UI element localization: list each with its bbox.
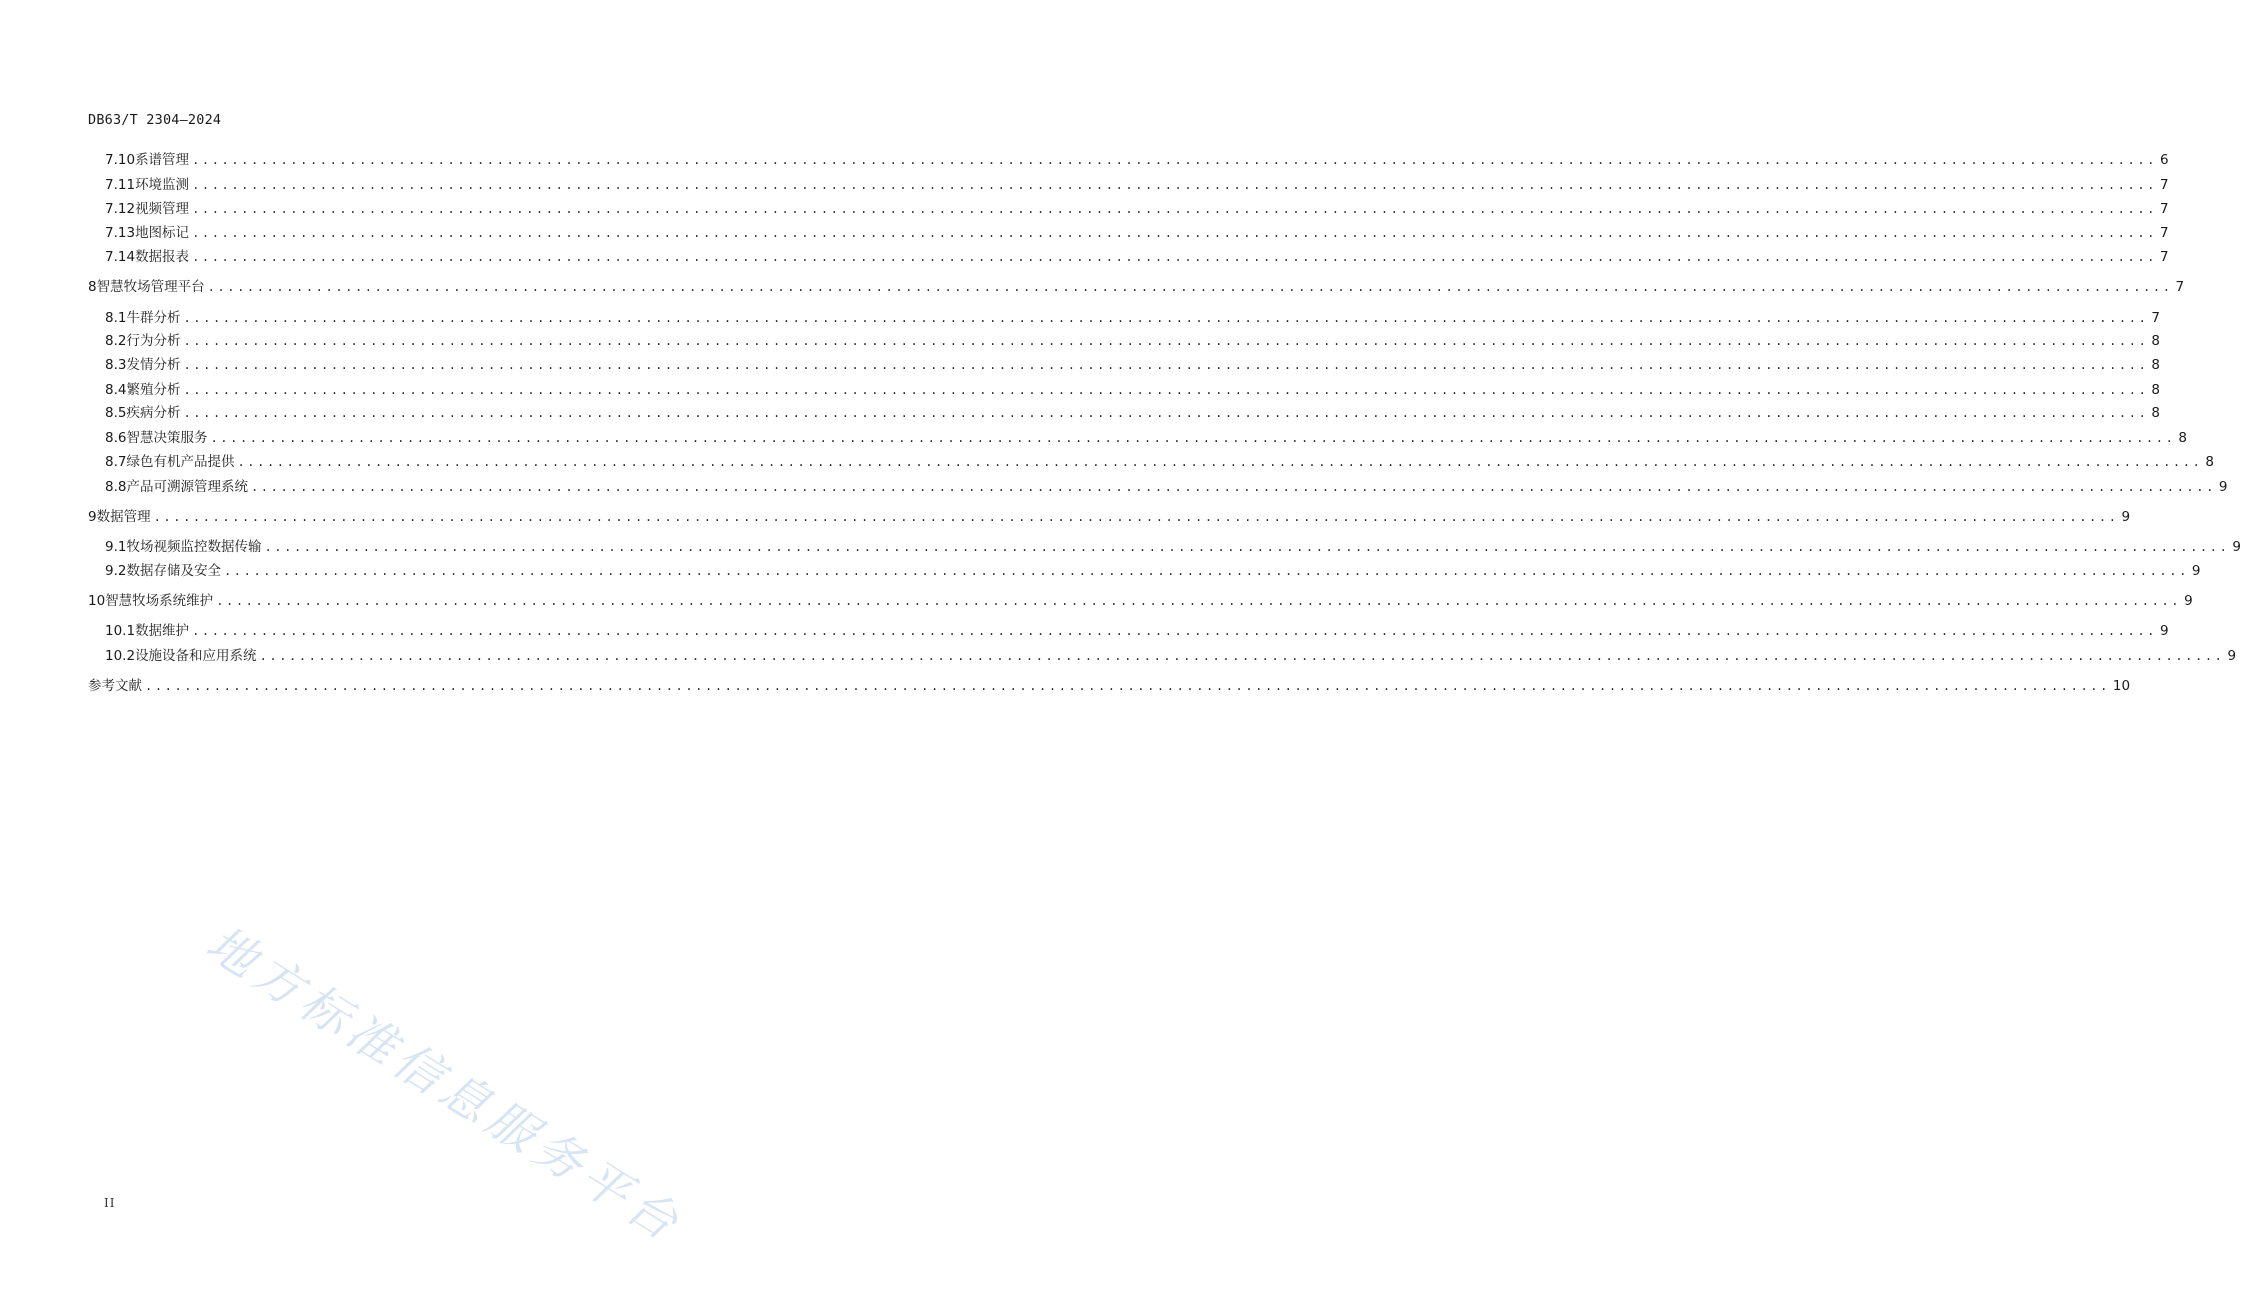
toc-entry[interactable]: [88, 621, 2169, 641]
toc-entry-number: 9: [88, 509, 97, 525]
toc-entry-page: 9: [2232, 539, 2241, 555]
toc-entry[interactable]: [88, 537, 2241, 557]
toc-entry-title: 发情分析: [126, 357, 181, 373]
toc-entry-number: 8.2: [105, 333, 127, 349]
toc-dot-leader: ........................................................................................................................................................................................................: [183, 406, 2149, 420]
toc-dot-leader: ........................................................................................................................................................................................................: [192, 153, 2157, 167]
toc-entry-page: 7: [2175, 279, 2185, 295]
toc-entry-number: 7.11: [105, 177, 136, 193]
toc-entry-number: 8.5: [105, 405, 127, 421]
toc-entry-number: 8.6: [105, 430, 127, 446]
toc-entry-number: 8.4: [105, 382, 127, 398]
toc-entry[interactable]: [88, 403, 2160, 423]
toc-entry-page: 10: [2112, 678, 2131, 694]
toc-entry-title: 数据管理: [96, 509, 151, 525]
toc-dot-leader: ........................................................................................................................................................................................................: [216, 594, 2182, 608]
toc-entry-number: 10.1: [105, 623, 136, 639]
toc-entry-page: 8: [2151, 405, 2160, 421]
toc-dot-leader: ........................................................................................................................................................................................................: [192, 624, 2157, 638]
toc-entry[interactable]: [88, 561, 2201, 581]
toc-entry-number: 8.3: [105, 357, 127, 373]
toc-entry-number: 8.1: [105, 310, 127, 326]
toc-entry-number: 8: [88, 279, 97, 295]
toc-entry-page: 9: [2227, 648, 2237, 664]
toc-entry-title: 环境监测: [135, 177, 190, 193]
toc-entry-title: 智慧牧场管理平台: [96, 279, 205, 295]
toc-entry-title: 参考文献: [88, 678, 142, 694]
toc-entry[interactable]: [88, 676, 2131, 696]
toc-entry-title: 行为分析: [126, 333, 181, 349]
toc-dot-leader: ........................................................................................................................................................................................................: [192, 178, 2157, 192]
toc-entry-number: 8.8: [105, 479, 127, 495]
toc-entry[interactable]: [88, 507, 2131, 527]
toc-entry[interactable]: [88, 452, 2214, 472]
toc-entry-title: 数据报表: [135, 249, 190, 265]
toc-entry-page: 8: [2151, 382, 2160, 398]
toc-entry-page: 7: [2159, 201, 2169, 217]
toc-entry[interactable]: [88, 277, 2185, 297]
toc-entry-number: 10: [88, 593, 106, 609]
toc-entry-title: 数据存储及安全: [126, 563, 221, 579]
toc-entry[interactable]: [88, 308, 2160, 328]
toc-entry-number: 7.12: [105, 201, 136, 217]
toc-entry-title: 设施设备和应用系统: [135, 648, 257, 664]
toc-entry-page: 8: [2205, 454, 2214, 470]
toc-entry-number: 8.7: [105, 454, 127, 470]
toc-entry-page: 9: [2159, 623, 2169, 639]
toc-entry[interactable]: [88, 199, 2169, 219]
toc-entry-title: 数据维护: [135, 623, 190, 639]
toc-entry[interactable]: [88, 331, 2160, 351]
page-number: II: [104, 1196, 116, 1210]
toc-entry-number: 7.10: [105, 152, 136, 168]
toc-entry-title: 疾病分析: [126, 405, 181, 421]
toc-dot-leader: ........................................................................................................................................................................................................: [250, 480, 2216, 494]
toc-entry-title: 绿色有机产品提供: [126, 454, 235, 470]
toc-entry-page: 9: [2121, 509, 2131, 525]
toc-dot-leader: ........................................................................................................................................................................................................: [153, 510, 2119, 524]
toc-entry[interactable]: [88, 175, 2169, 195]
toc-entry[interactable]: [88, 247, 2169, 267]
toc-entry-page: 8: [2151, 333, 2160, 349]
toc-entry-title: 系谱管理: [135, 152, 190, 168]
toc-entry-number: 10.2: [105, 648, 136, 664]
document-code: DB63/T 2304—2024: [88, 112, 222, 128]
toc-entry-page: 7: [2159, 177, 2169, 193]
toc-entry[interactable]: [88, 380, 2160, 400]
toc-entry-page: 8: [2151, 357, 2160, 373]
toc-entry[interactable]: [88, 591, 2193, 611]
toc-dot-leader: ........................................................................................................................................................................................................: [183, 383, 2149, 397]
toc-entry-number: 9.2: [105, 563, 127, 579]
toc-entry-page: 9: [2184, 593, 2193, 609]
toc-dot-leader: ........................................................................................................................................................................................................: [192, 226, 2157, 240]
toc-entry[interactable]: [88, 150, 2169, 170]
toc-entry-page: 9: [2191, 563, 2201, 579]
toc-entry[interactable]: [88, 223, 2169, 243]
toc-dot-leader: ........................................................................................................................................................................................................: [223, 564, 2189, 578]
toc-entry-page: 7: [2151, 310, 2160, 326]
toc-entry-page: 7: [2159, 225, 2169, 241]
toc-dot-leader: ........................................................................................................................................................................................................: [210, 431, 2176, 445]
toc-dot-leader: ........................................................................................................................................................................................................: [259, 649, 2225, 663]
toc-entry[interactable]: [88, 428, 2187, 448]
toc-entry-title: 产品可溯源管理系统: [126, 479, 248, 495]
toc-entry-page: 7: [2159, 249, 2169, 265]
toc-entry-title: 牧场视频监控数据传输: [126, 539, 262, 555]
toc-entry-title: 视频管理: [135, 201, 190, 217]
toc-entry[interactable]: [88, 646, 2237, 666]
toc-entry-title: 智慧决策服务: [126, 430, 208, 446]
toc-entry-number: 9.1: [105, 539, 127, 555]
toc-entry-title: 地图标记: [135, 225, 190, 241]
toc-dot-leader: ........................................................................................................................................................................................................: [183, 311, 2149, 325]
toc-dot-leader: ........................................................................................................................................................................................................: [192, 250, 2157, 264]
toc-entry-number: 7.14: [105, 249, 136, 265]
watermark: 地方标准信息服务平台: [196, 915, 693, 1255]
toc-entry-title: 牛群分析: [126, 310, 181, 326]
toc-entry-number: 7.13: [105, 225, 136, 241]
toc-entry[interactable]: [88, 477, 2228, 497]
toc-dot-leader: ........................................................................................................................................................................................................: [145, 679, 2110, 693]
toc-dot-leader: ........................................................................................................................................................................................................: [264, 540, 2230, 554]
toc-dot-leader: ........................................................................................................................................................................................................: [207, 280, 2173, 294]
toc-entry-page: 8: [2178, 430, 2187, 446]
toc-entry-title: 智慧牧场系统维护: [105, 593, 214, 609]
toc-entry-page: 6: [2159, 152, 2169, 168]
toc-dot-leader: ........................................................................................................................................................................................................: [237, 455, 2203, 469]
toc-dot-leader: ........................................................................................................................................................................................................: [183, 358, 2149, 372]
toc-dot-leader: ........................................................................................................................................................................................................: [183, 334, 2149, 348]
toc-entry-title: 繁殖分析: [126, 382, 181, 398]
toc-dot-leader: ........................................................................................................................................................................................................: [192, 202, 2157, 216]
toc-entry-page: 9: [2218, 479, 2228, 495]
toc-entry[interactable]: [88, 355, 2160, 375]
